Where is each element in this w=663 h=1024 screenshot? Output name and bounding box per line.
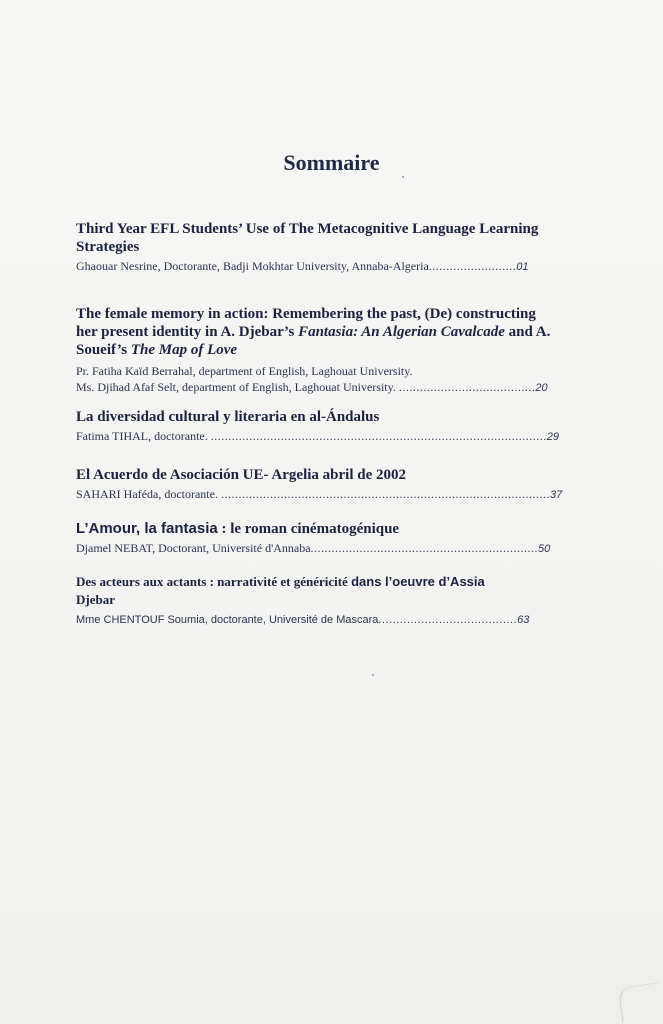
paper-speck <box>402 176 404 178</box>
page-corner-fold <box>618 982 663 1022</box>
author-text: Djamel NEBAT, Doctorant, Université d'Annaba <box>76 541 311 555</box>
title-part: Djebar <box>76 592 115 607</box>
title-italic-part: The Map of Love <box>130 342 238 358</box>
entry-author <box>76 612 556 628</box>
toc-entry <box>76 305 556 396</box>
author-text: Mme CHENTOUF Soumia, doctorante, Université de Mascara <box>76 614 379 626</box>
page-number: 01 <box>516 261 529 273</box>
page-number: 20 <box>535 382 548 394</box>
toc-entry <box>76 466 563 503</box>
page-number: 50 <box>538 543 551 555</box>
author-text: Fatima TIHAL, doctorante. <box>76 429 208 443</box>
paper-speck <box>372 674 374 676</box>
title-part: and A. Soueif’s <box>76 324 551 358</box>
leader-dots: ....................................... <box>378 614 518 626</box>
title-part: Des acteurs aux actants : narrativité et généricité <box>76 574 352 589</box>
entry-author <box>76 379 556 396</box>
page-number: 37 <box>549 489 563 501</box>
entry-title: El Acuerdo de Asociación UE- Argelia abril de 2002 <box>76 467 406 483</box>
entry-author <box>76 486 563 503</box>
toc-entry <box>76 408 559 445</box>
entry-author <box>76 540 556 557</box>
leader-dots: ................................................................................................ <box>210 429 547 443</box>
leader-dots: .............................................................................................. <box>220 487 550 501</box>
entry-author <box>76 428 559 445</box>
title-italic-part: Fantasia: An Algerian Cavalcade <box>298 324 505 340</box>
author-text: Ms. Djihad Afaf Selt, department of English, Laghouat University. <box>76 380 396 394</box>
author-text: SAHARI Haféda, doctorante. <box>76 487 218 501</box>
entry-title: La diversidad cultural y literaria en al-Ándalus <box>76 409 380 425</box>
title-part: dans l’oeuvre d’Assia <box>351 574 485 589</box>
title-part: : le roman cinématogénique <box>217 521 400 537</box>
entry-title <box>76 520 556 538</box>
entry-title <box>76 305 556 359</box>
toc-entry <box>76 520 556 557</box>
toc-entry <box>76 220 556 275</box>
entry-title <box>76 573 556 609</box>
title-part: L’Amour, la fantasia <box>76 520 218 537</box>
page-title: Sommaire <box>283 150 380 175</box>
entry-title: Third Year EFL Students’ Use of The Metacognitive Language Learning Strategies <box>76 221 539 255</box>
leader-dots: ....................................... <box>398 380 536 394</box>
leader-dots: ......................... <box>428 259 517 273</box>
title-part: The female memory in action: Remembering the past, (De) constructing her present identity in A. Djebar’s <box>76 306 536 340</box>
entry-author <box>76 258 556 275</box>
author-text: Ghaouar Nesrine, Doctorante, Badji Mokhtar University, Annaba-Algeria <box>76 259 429 273</box>
page-number: 63 <box>517 614 530 626</box>
entry-author: Pr. Fatiha Kaïd Berrahal, department of English, Laghouat University. <box>76 364 413 378</box>
toc-entry <box>76 573 556 628</box>
page-number: 29 <box>546 431 559 443</box>
leader-dots: ................................................................. <box>310 541 539 555</box>
